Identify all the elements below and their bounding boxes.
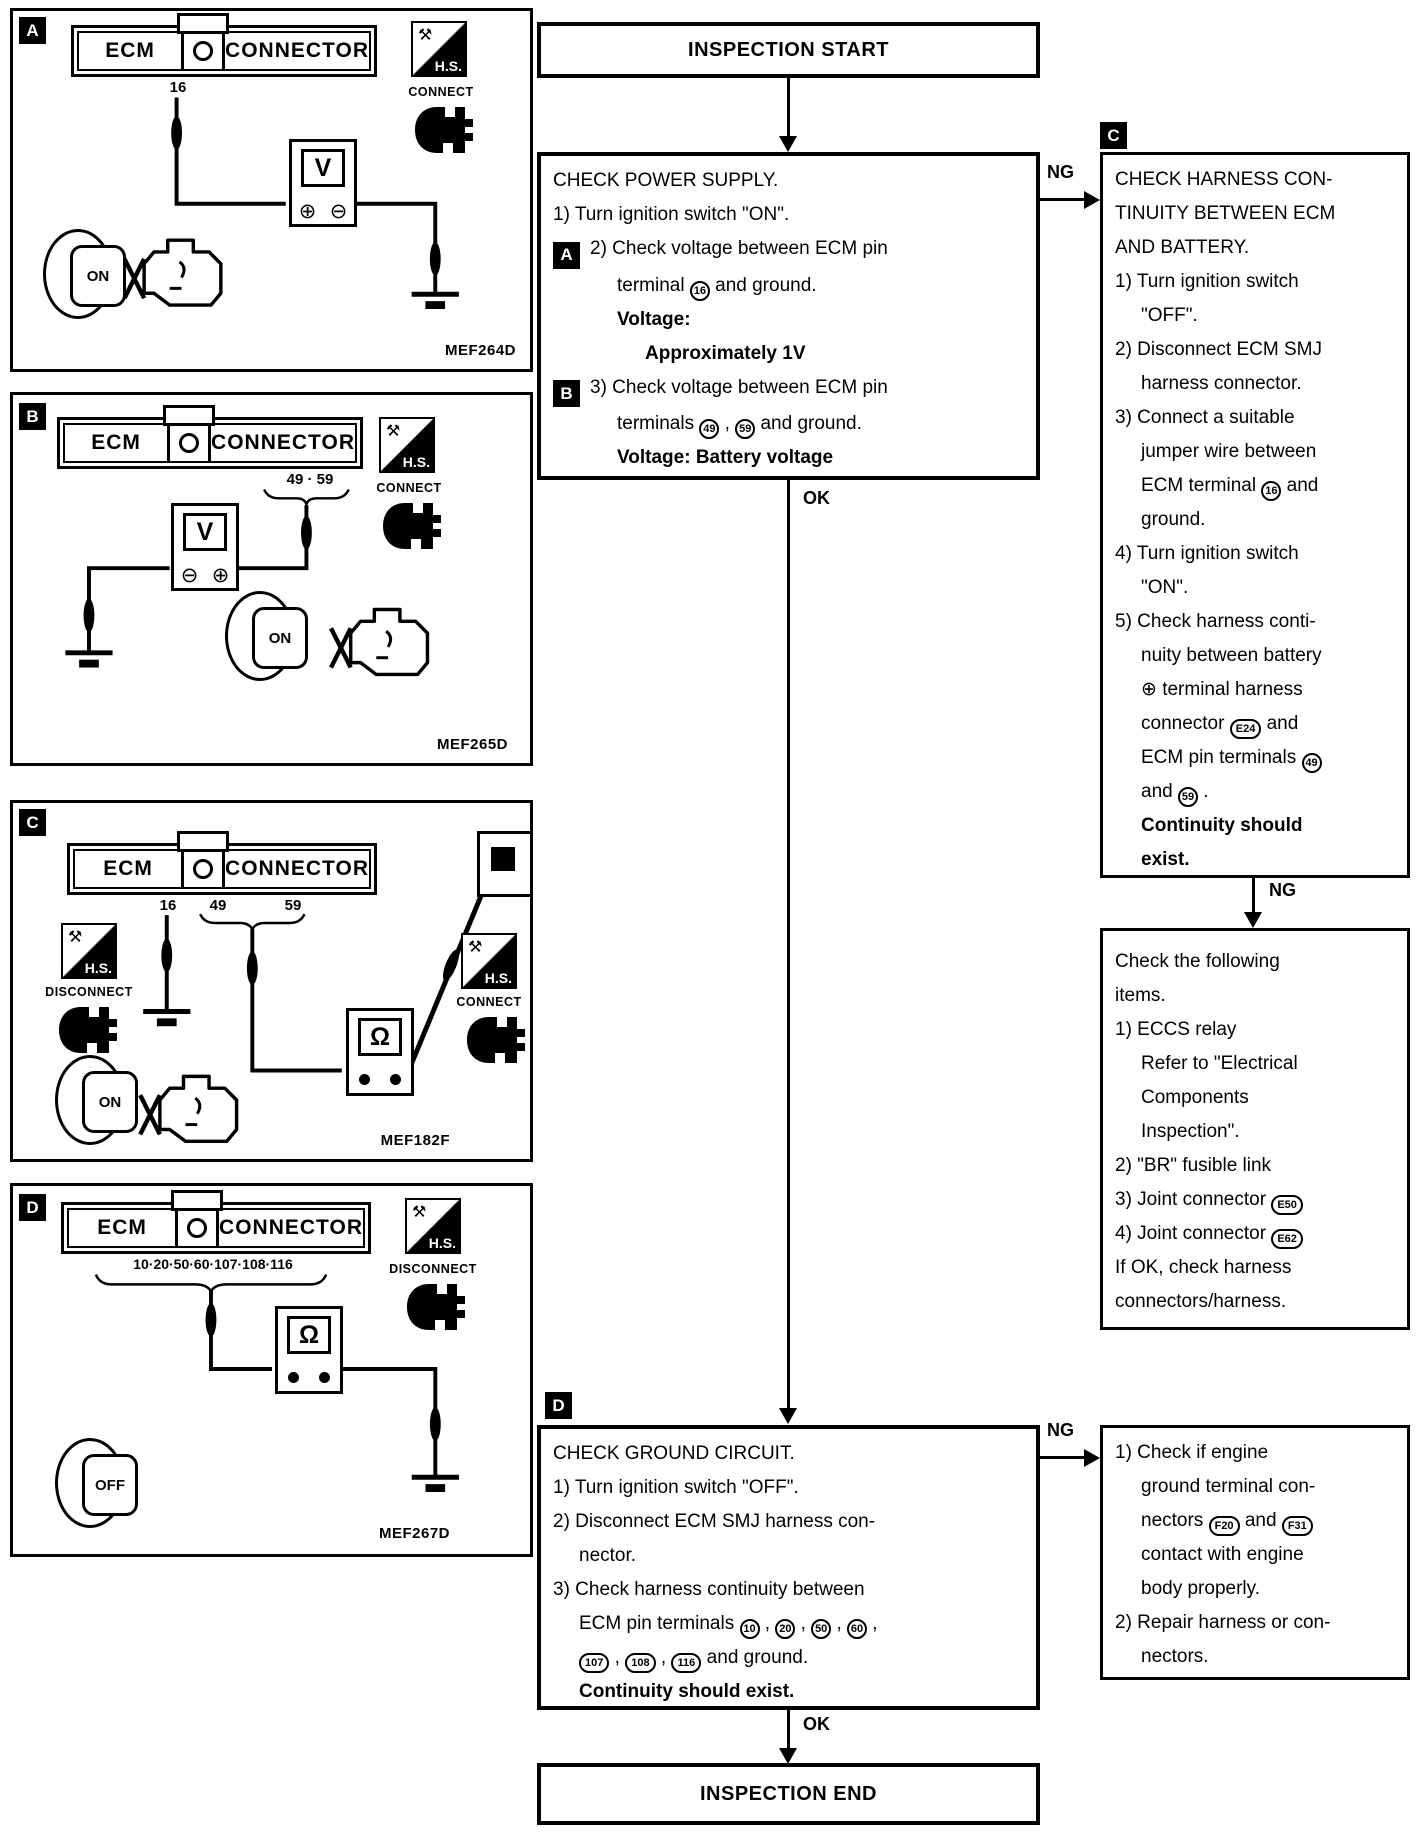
tool-icon: ⚒ xyxy=(68,929,83,946)
arrow-down-icon xyxy=(1244,912,1262,928)
circled-terminal-number: 16 xyxy=(690,281,710,301)
ecm-connector-header xyxy=(67,843,377,895)
ignition-position-label: ON xyxy=(82,1071,138,1133)
diagram-d-tag: D xyxy=(19,1194,46,1221)
ignition-key-icon xyxy=(55,1055,125,1145)
ecm-label: ECM xyxy=(105,39,155,62)
wire xyxy=(237,505,307,568)
text-segment: and ground. xyxy=(709,274,817,296)
connector-joint-icon xyxy=(175,1210,219,1246)
tool-icon: ⚒ xyxy=(418,27,433,44)
arrow-right-icon xyxy=(1084,191,1100,209)
oval-connector-ref: F20 xyxy=(1209,1516,1240,1536)
flow-text-line xyxy=(1115,1149,1395,1183)
flow-text-line xyxy=(553,198,1024,232)
flow-text-line xyxy=(553,303,1024,337)
flow-text-line xyxy=(1115,1047,1395,1081)
terminal-dot xyxy=(359,1074,370,1085)
text-segment: , xyxy=(655,1647,672,1668)
text-segment: ground. xyxy=(1141,509,1206,530)
ng-label: NG xyxy=(1044,162,1077,183)
hs-icon: ⚒ H.S. xyxy=(405,1198,461,1254)
diagram-box-b xyxy=(10,392,533,766)
circled-terminal-number: 49 xyxy=(1302,753,1322,773)
text-segment: Voltage: xyxy=(617,308,691,330)
flow-text-line xyxy=(1115,503,1395,537)
ignition-position-label: ON xyxy=(70,245,126,307)
text-segment: nector. xyxy=(579,1545,637,1566)
ignition-position-label: OFF xyxy=(82,1454,138,1516)
flow-text-line xyxy=(1115,435,1395,469)
oval-connector-ref: 116 xyxy=(671,1653,701,1673)
hs-icon: ⚒ H.S. xyxy=(379,417,435,473)
arrow-down-icon xyxy=(779,1748,797,1764)
text-segment: items. xyxy=(1115,985,1166,1006)
engine-icon xyxy=(140,1076,236,1141)
text-segment: ECM terminal xyxy=(1141,475,1262,496)
ignition-position-label: ON xyxy=(252,607,308,669)
text-segment: . xyxy=(1197,781,1209,802)
flow-text-line xyxy=(553,1539,1024,1573)
flow-connector-line xyxy=(787,1710,790,1750)
flow-text-line xyxy=(553,1573,1024,1607)
wire xyxy=(177,98,286,204)
flow-text-line xyxy=(1115,605,1395,639)
flow-text-line xyxy=(1115,1606,1395,1640)
pin-label: 10·20·50·60·107·108·116 xyxy=(133,1256,293,1272)
text-segment: terminals xyxy=(617,413,700,434)
text-segment: Continuity should xyxy=(1141,815,1303,836)
plus-terminal-icon: ⊕ xyxy=(298,200,317,223)
flow-text-line xyxy=(1115,1572,1395,1606)
connector-plug-icon xyxy=(381,501,443,551)
ground-symbol-icon xyxy=(65,653,112,668)
diagram-box-d xyxy=(10,1183,533,1557)
wire xyxy=(339,1369,435,1477)
ignition-key-icon xyxy=(55,1438,125,1528)
flow-text-line xyxy=(1115,469,1395,503)
text-segment: 1) Turn ignition switch "ON". xyxy=(553,204,790,225)
flow-text-line xyxy=(1115,1285,1395,1319)
text-segment: and ground. xyxy=(701,1647,809,1668)
text-segment: 3) Check voltage between ECM pin xyxy=(590,376,888,398)
text-segment: terminal xyxy=(617,274,690,296)
flow-text-line xyxy=(1115,1504,1395,1538)
text-segment: exist. xyxy=(1141,849,1190,870)
circled-terminal-number: 10 xyxy=(740,1619,760,1639)
flow-text-line xyxy=(1115,1470,1395,1504)
arrow-down-icon xyxy=(779,136,797,152)
text-segment: 1) Check if engine xyxy=(1115,1442,1269,1463)
flow-connector-line xyxy=(1040,1456,1086,1459)
connector-plug-icon xyxy=(405,1282,467,1332)
inspection-end-label: INSPECTION END xyxy=(699,1782,878,1805)
flow-text-line xyxy=(1115,707,1395,741)
text-segment: "ON". xyxy=(1141,577,1189,598)
text-segment: ECM pin terminals xyxy=(579,1613,740,1634)
flow-text-line xyxy=(1115,265,1395,299)
flow-text-line xyxy=(553,269,1024,303)
flow-text-line xyxy=(553,337,1024,371)
inline-step-tag: A xyxy=(553,242,580,269)
text-segment: 2) Repair harness or con- xyxy=(1115,1612,1331,1633)
flow-text-line xyxy=(553,232,1024,269)
figure-ref: MEF265D xyxy=(436,736,508,753)
connector-joint-icon xyxy=(167,425,211,461)
oval-connector-ref: E50 xyxy=(1271,1195,1303,1215)
flow-text-line xyxy=(1115,1081,1395,1115)
ignition-key-icon xyxy=(43,229,113,319)
inspection-end-box xyxy=(537,1763,1040,1825)
disconnect-label: DISCONNECT xyxy=(45,985,133,999)
meter-display: V xyxy=(301,149,345,187)
text-segment: 2) Disconnect ECM SMJ harness con- xyxy=(553,1511,876,1532)
flow-text-line xyxy=(553,1675,1024,1709)
hs-icon: ⚒ H.S. xyxy=(461,933,517,989)
text-segment: and xyxy=(1281,475,1319,496)
flow-text-line xyxy=(1115,673,1395,707)
circled-terminal-number: 59 xyxy=(735,419,755,439)
text-segment: Inspection". xyxy=(1141,1121,1240,1142)
check-following-items-box xyxy=(1100,928,1410,1330)
connector-plug-icon xyxy=(465,1015,527,1065)
diagram-box-a xyxy=(10,8,533,372)
ignition-key-icon xyxy=(225,591,295,681)
flow-text-line xyxy=(1115,571,1395,605)
wire xyxy=(353,204,436,294)
hs-icon: ⚒ H.S. xyxy=(61,923,117,979)
terminal-dot xyxy=(288,1372,299,1383)
pin-group-brace xyxy=(96,1275,326,1292)
text-segment: harness connector. xyxy=(1141,373,1302,394)
flow-text-line xyxy=(1115,979,1395,1013)
wire-bead xyxy=(440,948,463,983)
flow-step-d-tag: D xyxy=(545,1392,572,1419)
crossed-mark-icon xyxy=(140,1095,160,1134)
text-segment: Approximately 1V xyxy=(645,342,806,364)
ohmmeter-icon xyxy=(346,1008,414,1096)
figure-ref: MEF264D xyxy=(444,342,516,359)
text-segment: contact with engine xyxy=(1141,1544,1304,1565)
ground-symbol-icon xyxy=(143,1011,190,1026)
diagram-a-tag: A xyxy=(19,17,46,44)
ecm-connector-header xyxy=(71,25,377,77)
text-segment: connectors/harness. xyxy=(1115,1291,1287,1312)
pin-label: 59 xyxy=(284,897,302,914)
meter-display: V xyxy=(183,513,227,551)
flow-text-line xyxy=(1115,537,1395,571)
flow-text-line xyxy=(1115,1183,1395,1217)
flow-text-line xyxy=(1115,1640,1395,1674)
diagram-c-tag: C xyxy=(19,809,46,836)
inspection-start-box xyxy=(537,22,1040,78)
text-segment: AND BATTERY. xyxy=(1115,237,1250,258)
text-segment: 1) Turn ignition switch xyxy=(1115,271,1299,292)
minus-terminal-icon: ⊖ xyxy=(180,564,199,587)
wire-bead xyxy=(301,516,312,549)
inspection-start-label: INSPECTION START xyxy=(688,38,889,61)
wire-bead xyxy=(171,116,182,149)
connect-label: CONNECT xyxy=(456,995,522,1009)
text-segment: CHECK HARNESS CON- xyxy=(1115,169,1333,190)
text-segment: 5) Check harness conti- xyxy=(1115,611,1316,632)
flow-text-line xyxy=(1115,333,1395,367)
text-segment: 3) Joint connector xyxy=(1115,1189,1272,1210)
text-segment: 1) ECCS relay xyxy=(1115,1019,1237,1040)
text-segment: , xyxy=(831,1613,848,1634)
text-segment: and ground. xyxy=(755,413,862,434)
circled-terminal-number: 60 xyxy=(847,1619,867,1639)
text-segment: nuity between battery xyxy=(1141,645,1322,666)
flow-text-line xyxy=(1115,1217,1395,1251)
flow-text-line xyxy=(1115,843,1395,877)
wire-bead xyxy=(161,939,172,972)
engine-ground-repair-box xyxy=(1100,1425,1410,1680)
crossed-mark-icon xyxy=(331,628,351,667)
ng-label: NG xyxy=(1044,1420,1077,1441)
ecm-connector-header xyxy=(57,417,363,469)
inline-step-tag: B xyxy=(553,380,580,407)
flow-text-line xyxy=(1115,1013,1395,1047)
tool-icon: ⚒ xyxy=(468,939,483,956)
text-segment: 2) Check voltage between ECM pin xyxy=(590,238,888,259)
oval-connector-ref: E62 xyxy=(1271,1229,1303,1249)
meter-display: Ω xyxy=(287,1316,331,1354)
arrow-right-icon xyxy=(1084,1449,1100,1467)
text-segment: If OK, check harness xyxy=(1115,1257,1292,1278)
battery-terminal-icon xyxy=(491,847,515,871)
circled-terminal-number: 49 xyxy=(699,419,719,439)
flow-text-line xyxy=(553,1641,1024,1675)
flow-text-line xyxy=(553,164,1024,198)
text-segment: ground terminal con- xyxy=(1141,1476,1316,1497)
minus-terminal-icon: ⊖ xyxy=(329,200,348,223)
text-segment: 3) Check harness continuity between xyxy=(553,1579,865,1600)
connector-label: CONNECTOR xyxy=(219,1216,363,1239)
hs-icon: ⚒ H.S. xyxy=(411,21,467,77)
pin-group-brace xyxy=(200,914,304,929)
ok-label: OK xyxy=(800,1714,833,1735)
engine-icon xyxy=(331,610,427,675)
flow-text-line xyxy=(553,1437,1024,1471)
voltmeter-icon xyxy=(171,503,239,591)
text-segment: 4) Joint connector xyxy=(1115,1223,1272,1244)
text-segment: 1) Turn ignition switch "OFF". xyxy=(553,1477,799,1498)
text-segment: 3) Connect a suitable xyxy=(1115,407,1295,428)
text-segment: "OFF". xyxy=(1141,305,1198,326)
ground-symbol-icon xyxy=(412,294,459,309)
flow-text-line xyxy=(553,441,1024,475)
ecm-connector-header xyxy=(61,1202,371,1254)
circled-terminal-number: 16 xyxy=(1261,481,1281,501)
flow-text-line xyxy=(1115,367,1395,401)
text-segment: TINUITY BETWEEN ECM xyxy=(1115,203,1336,224)
check-harness-continuity-box xyxy=(1100,152,1410,878)
diagram-b-tag: B xyxy=(19,403,46,430)
circled-terminal-number: 59 xyxy=(1178,787,1198,807)
text-segment: CHECK POWER SUPPLY. xyxy=(553,170,779,191)
pin-label: 49 · 59 xyxy=(286,471,334,488)
tool-icon: ⚒ xyxy=(412,1204,427,1221)
connector-label: CONNECTOR xyxy=(225,857,369,880)
text-segment: Refer to "Electrical xyxy=(1141,1053,1298,1074)
oval-connector-ref: 107 xyxy=(579,1653,609,1673)
pin-label: 16 xyxy=(169,79,187,96)
wire-bead xyxy=(84,599,95,632)
figure-ref: MEF182F xyxy=(380,1132,450,1149)
disconnect-label: DISCONNECT xyxy=(389,1262,477,1276)
connect-label: CONNECT xyxy=(408,85,474,99)
circled-terminal-number: 20 xyxy=(775,1619,795,1639)
voltmeter-icon xyxy=(289,139,357,227)
text-segment: , xyxy=(795,1613,812,1634)
connector-joint-icon xyxy=(181,33,225,69)
crossed-mark-icon xyxy=(124,259,144,298)
text-segment: Check the following xyxy=(1115,951,1280,972)
connector-label: CONNECTOR xyxy=(211,431,355,454)
text-segment: Voltage: Battery voltage xyxy=(617,447,834,468)
pin-group-brace xyxy=(264,489,349,504)
flow-text-line xyxy=(1115,1115,1395,1149)
text-segment: and xyxy=(1141,781,1178,802)
terminal-dot xyxy=(319,1372,330,1383)
connector-joint-icon xyxy=(181,851,225,887)
wire-bead xyxy=(206,1303,217,1336)
text-segment: 4) Turn ignition switch xyxy=(1115,543,1299,564)
flow-text-line xyxy=(1115,1251,1395,1285)
diagram-box-c xyxy=(10,800,533,1162)
pin-label: 49 xyxy=(209,897,227,914)
ohmmeter-icon xyxy=(275,1306,343,1394)
ok-label: OK xyxy=(800,488,833,509)
ecm-label: ECM xyxy=(97,1216,147,1239)
flow-connector-line xyxy=(1040,198,1086,201)
text-segment: 2) Disconnect ECM SMJ xyxy=(1115,339,1322,360)
text-segment: , xyxy=(609,1647,626,1668)
text-segment: Components xyxy=(1141,1087,1249,1108)
text-segment: nectors xyxy=(1141,1510,1209,1531)
text-segment: , xyxy=(759,1613,776,1634)
flow-text-line xyxy=(1115,231,1395,265)
text-segment: and xyxy=(1261,713,1299,734)
flow-text-line xyxy=(1115,741,1395,775)
flow-connector-line xyxy=(787,480,790,1410)
text-segment: and xyxy=(1239,1510,1282,1531)
wire xyxy=(252,929,341,1071)
flow-connector-line xyxy=(1252,878,1255,914)
flow-step-c-tag: C xyxy=(1100,122,1127,149)
flow-text-line xyxy=(553,1607,1024,1641)
flow-text-line xyxy=(553,371,1024,408)
text-segment: body properly. xyxy=(1141,1578,1260,1599)
connector-label: CONNECTOR xyxy=(225,39,369,62)
text-segment: connector xyxy=(1141,713,1230,734)
flow-text-line xyxy=(1115,197,1395,231)
text-segment: ECM pin terminals xyxy=(1141,747,1302,768)
text-segment: , xyxy=(867,1613,878,1634)
wire-bead xyxy=(430,242,441,275)
wire-bead xyxy=(430,1407,441,1440)
terminal-dot xyxy=(390,1074,401,1085)
flow-text-line xyxy=(1115,809,1395,843)
text-segment: CHECK GROUND CIRCUIT. xyxy=(553,1443,795,1464)
flow-text-line xyxy=(1115,299,1395,333)
flow-text-line xyxy=(1115,1436,1395,1470)
text-segment: 2) "BR" fusible link xyxy=(1115,1155,1272,1176)
arrow-down-icon xyxy=(779,1408,797,1424)
wire xyxy=(89,568,170,653)
text-segment: nectors. xyxy=(1141,1646,1209,1667)
flow-connector-line xyxy=(787,78,790,138)
wire xyxy=(211,1290,272,1369)
ecm-label: ECM xyxy=(103,857,153,880)
flow-text-line xyxy=(1115,775,1395,809)
check-power-supply-box xyxy=(537,152,1040,480)
engine-icon xyxy=(124,240,220,305)
pin-label: 16 xyxy=(159,897,177,914)
text-segment: jumper wire between xyxy=(1141,441,1317,462)
oval-connector-ref: E24 xyxy=(1230,719,1262,739)
battery-terminal-box xyxy=(477,831,533,897)
wire-bead xyxy=(247,951,258,984)
text-segment: Continuity should exist. xyxy=(579,1681,795,1702)
flow-text-line xyxy=(553,407,1024,441)
circled-terminal-number: 50 xyxy=(811,1619,831,1639)
figure-ref: MEF267D xyxy=(378,1525,450,1542)
tool-icon: ⚒ xyxy=(386,423,401,440)
text-segment: ⊕ terminal harness xyxy=(1141,679,1303,700)
ng-label: NG xyxy=(1266,880,1299,901)
ground-symbol-icon xyxy=(412,1477,459,1492)
oval-connector-ref: F31 xyxy=(1282,1516,1313,1536)
text-segment: , xyxy=(719,413,736,434)
connect-label: CONNECT xyxy=(376,481,442,495)
connector-plug-icon xyxy=(57,1005,119,1055)
connector-plug-icon xyxy=(413,105,475,155)
flow-text-line xyxy=(553,1471,1024,1505)
plus-terminal-icon: ⊕ xyxy=(211,564,230,587)
flow-text-line xyxy=(1115,639,1395,673)
flow-text-line xyxy=(1115,1538,1395,1572)
check-ground-circuit-box xyxy=(537,1425,1040,1710)
flow-text-line xyxy=(1115,163,1395,197)
flow-text-line xyxy=(1115,401,1395,435)
flow-text-line xyxy=(553,1505,1024,1539)
ecm-label: ECM xyxy=(91,431,141,454)
oval-connector-ref: 108 xyxy=(625,1653,655,1673)
meter-display: Ω xyxy=(358,1018,402,1056)
flow-text-line xyxy=(1115,945,1395,979)
